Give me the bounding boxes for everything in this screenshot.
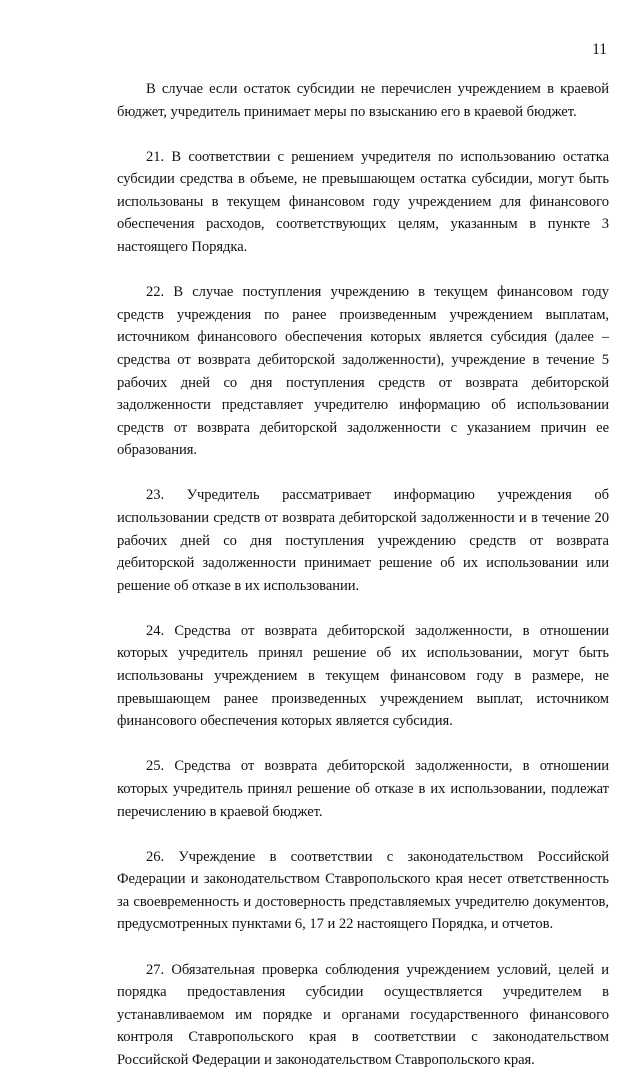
document-body: [117, 78, 609, 1071]
paragraph-27: 27. Обязательная проверка соблюдения учреждением условий, целей и порядка предоставления субсидии осуществляется учредителем в устанавливаемом им порядке и органами государственного финансового контроля Ставропольского края в соответствии с законодательством Российской Федерации и законодательством Ставропольского края.: [117, 959, 609, 1071]
paragraph-24: 24. Средства от возврата дебиторской задолженности, в отношении которых учредитель принял решение об их использовании, могут быть использованы учреждением в текущем финансовом году в размере, не превышающем ранее произведенных учреждением выплат, источником финансового обеспечения которых является субсидия.: [117, 620, 609, 733]
paragraph-22: 22. В случае поступления учреждению в текущем финансовом году средств учреждения по ранее произведенным учреждением выплатам, источником финансового обеспечения которых является субсидия (далее – средства от возврата дебиторской задолженности), учреждение в течение 5 рабочих дней со дня поступления средств от возврата дебиторской задолженности представляет учредителю информацию об использовании средств от возврата дебиторской задолженности с указанием причин ее образования.: [117, 281, 609, 462]
paragraph-25: 25. Средства от возврата дебиторской задолженности, в отношении которых учредитель принял решение об отказе в их использовании, подлежат перечислению в краевой бюджет.: [117, 755, 609, 823]
paragraph-26: 26. Учреждение в соответствии с законодательством Российской Федерации и законодательством Ставропольского края несет ответственность за своевременность и достоверность представляемых учредителю документов, предусмотренных пунктами 6, 17 и 22 настоящего Порядка, и отчетов.: [117, 846, 609, 936]
page-number: 11: [592, 40, 607, 60]
paragraph-21: 21. В соответствии с решением учредителя по использованию остатка субсидии средства в объеме, не превышающем остатка субсидии, могут быть использованы в текущем финансовом году учреждением для финансового обеспечения расходов, соответствующих целям, указанным в пункте 3 настоящего Порядка.: [117, 146, 609, 259]
paragraph-23: 23. Учредитель рассматривает информацию учреждения об использовании средств от возврата дебиторской задолженности и в течение 20 рабочих дней со дня поступления учреждению средств от возврата дебиторской задолженности принимает решение об их использовании или решение об отказе в их использовании.: [117, 484, 609, 597]
paragraph-subsidy-remainder: В случае если остаток субсидии не перечислен учреждением в краевой бюджет, учредитель принимает меры по взысканию его в краевой бюджет.: [117, 78, 609, 123]
